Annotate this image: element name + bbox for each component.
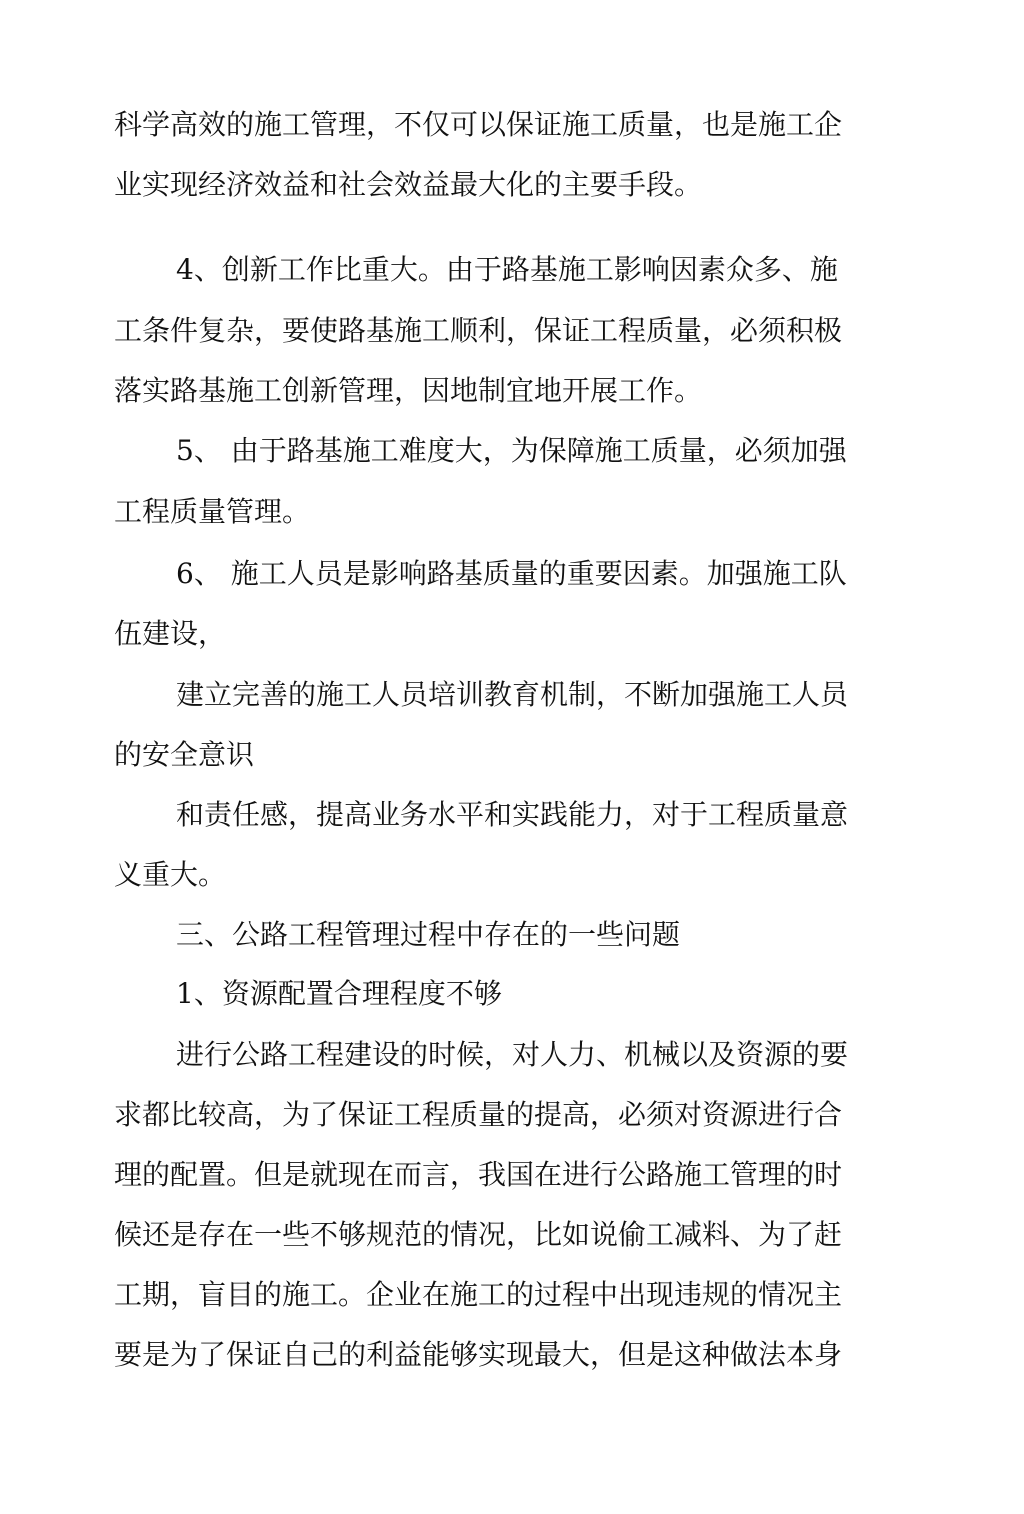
text-line: 的安全意识	[114, 738, 255, 771]
text-line: 业实现经济效益和社会效益最大化的主要手段。	[114, 168, 703, 201]
text-line: 伍建设，	[114, 617, 227, 650]
text-line: 义重大。	[114, 858, 227, 891]
text-line: 候还是存在一些不够规范的情况，比如说偷工减料、为了赶	[114, 1218, 843, 1251]
text-line: 1、资源配置合理程度不够	[176, 977, 502, 1010]
text-line: 4、创新工作比重大。由于路基施工影响因素众多、施	[176, 253, 838, 286]
text-line: 要是为了保证自己的利益能够实现最大，但是这种做法本身	[114, 1338, 843, 1371]
text-line: 理的配置。但是就现在而言，我国在进行公路施工管理的时	[114, 1158, 843, 1191]
text-line: 5、 由于路基施工难度大，为保障施工质量，必须加强	[176, 434, 847, 467]
text-line: 和责任感，提高业务水平和实践能力，对于工程质量意	[176, 798, 849, 831]
text-line: 建立完善的施工人员培训教育机制，不断加强施工人员	[176, 678, 849, 711]
text-line: 落实路基施工创新管理，因地制宜地开展工作。	[114, 374, 703, 407]
text-line: 科学高效的施工管理，不仅可以保证施工质量，也是施工企	[114, 108, 843, 141]
text-line: 进行公路工程建设的时候，对人力、机械以及资源的要	[176, 1038, 849, 1071]
text-line: 工期，盲目的施工。企业在施工的过程中出现违规的情况主	[114, 1278, 843, 1311]
text-line: 6、 施工人员是影响路基质量的重要因素。加强施工队	[176, 557, 847, 590]
text-line: 工程质量管理。	[114, 495, 311, 528]
text-line: 求都比较高，为了保证工程质量的提高，必须对资源进行合	[114, 1098, 843, 1131]
text-line: 工条件复杂，要使路基施工顺利，保证工程质量，必须积极	[114, 314, 843, 347]
text-line: 三、公路工程管理过程中存在的一些问题	[176, 918, 681, 951]
